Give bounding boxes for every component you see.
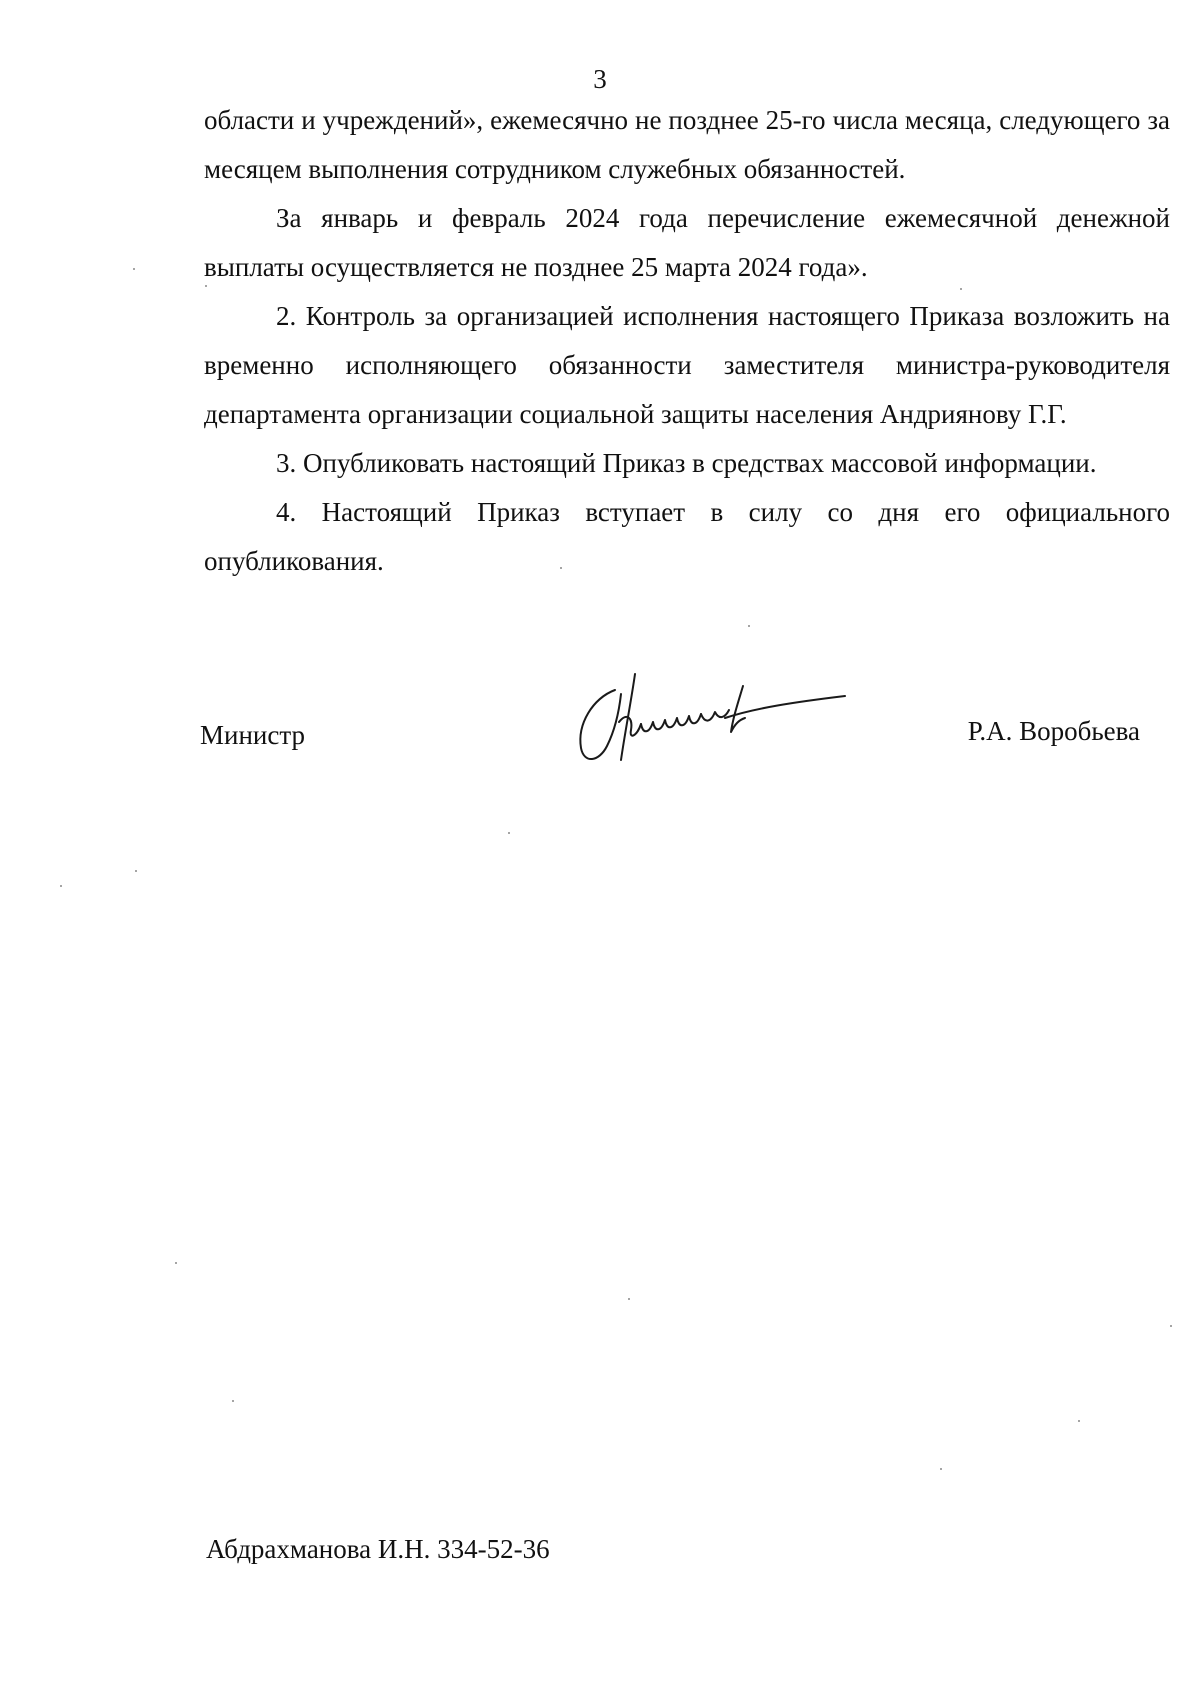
signature-block <box>200 716 1140 760</box>
signatory-name: Р.А. Воробьева <box>967 716 1140 746</box>
page-number: 3 <box>593 64 607 94</box>
scan-speck <box>133 268 135 270</box>
executor-contact: Абдрахманова И.Н. 334-52-36 <box>206 1534 550 1564</box>
scan-speck <box>1170 1325 1172 1327</box>
paragraph-publish: 3. Опубликовать настоящий Приказ в средствах массовой информации. <box>276 448 1097 478</box>
scan-speck <box>628 1298 630 1300</box>
scan-speck <box>205 285 207 287</box>
scan-speck <box>232 1400 234 1402</box>
scan-speck <box>175 1262 177 1264</box>
scan-speck <box>748 625 750 627</box>
scan-speck <box>60 885 62 887</box>
scan-speck <box>940 1468 942 1470</box>
scan-speck <box>560 567 562 569</box>
paragraph-continuation: области и учреждений», ежемесячно не позднее 25-го числа месяца, следующего за месяцем выполнения сотрудником служебных обязанностей. <box>204 105 1170 184</box>
signatory-title: Министр <box>200 720 305 750</box>
scan-speck <box>1078 1420 1080 1422</box>
scan-speck <box>960 288 962 290</box>
paragraph-effective: 4. Настоящий Приказ вступает в силу со дня его официального опубликования. <box>204 497 1170 576</box>
paragraph-payment-deadline: За январь и февраль 2024 года перечисление ежемесячной денежной выплаты осуществляется не позднее 25 марта 2024 года». <box>204 203 1170 282</box>
scan-speck <box>135 870 137 872</box>
paragraph-control: 2. Контроль за организацией исполнения настоящего Приказа возложить на временно исполняющего обязанности заместителя министра-руководителя департамента организации социальной защиты населения Андриянову Г.Г. <box>204 301 1170 429</box>
scan-speck <box>508 832 510 834</box>
document-body <box>204 96 1170 586</box>
